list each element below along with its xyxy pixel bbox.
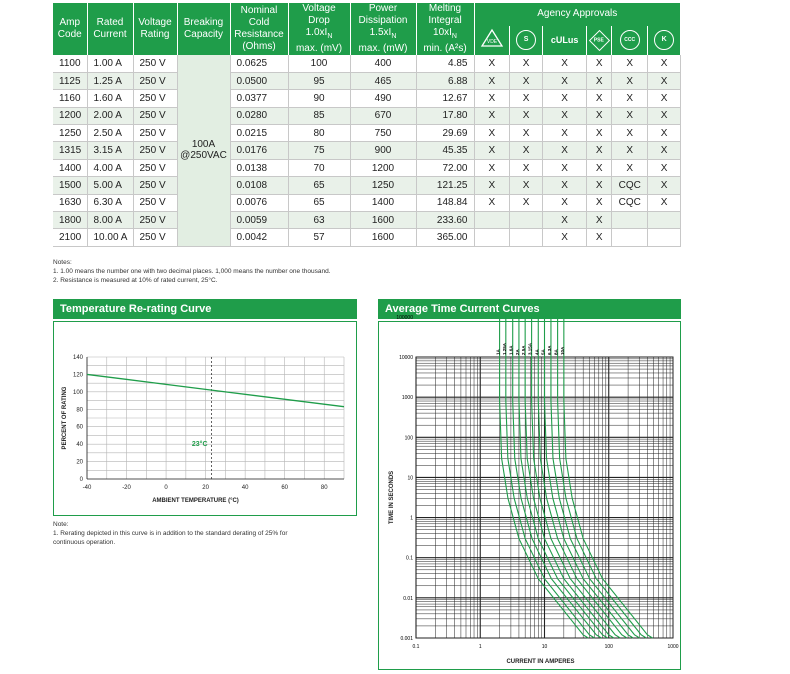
approval-cell: X bbox=[587, 90, 612, 107]
melting-integral-cell: 233.60 bbox=[416, 212, 474, 229]
approval-cell: X bbox=[587, 159, 612, 176]
y-tick-label: 100 bbox=[72, 389, 83, 396]
approval-cell bbox=[648, 212, 681, 229]
voltage-rating-cell: 250 V bbox=[133, 159, 177, 176]
rated-current-cell: 1.60 A bbox=[87, 90, 133, 107]
approval-cell: X bbox=[612, 107, 648, 124]
approval-cell: X bbox=[474, 194, 510, 211]
approval-cell: X bbox=[648, 159, 681, 176]
voltage-rating-cell: 250 V bbox=[133, 212, 177, 229]
voltage-rating-cell: 250 V bbox=[133, 194, 177, 211]
approval-cell: X bbox=[542, 177, 586, 194]
resistance-cell: 0.0176 bbox=[230, 142, 288, 159]
table-row bbox=[53, 72, 681, 89]
vde-icon bbox=[481, 28, 503, 48]
col-header-power: Power Dissipation $1.5xI_N$ max. (mW) bbox=[350, 3, 416, 55]
annotation-23c: 23°C bbox=[191, 441, 208, 449]
tcc-chart bbox=[379, 314, 680, 669]
semko-header bbox=[510, 26, 543, 55]
amp-code-cell: 2100 bbox=[53, 229, 87, 246]
note-line-1: 1. 1.00 means the number one with two decimal places. 1,000 means the number one thousand. bbox=[53, 268, 331, 275]
curve-label: 2.5A bbox=[521, 345, 527, 355]
approval-cell: X bbox=[510, 107, 543, 124]
approval-cell: CQC bbox=[612, 177, 648, 194]
resistance-cell: 0.0625 bbox=[230, 55, 288, 72]
power-multiplier: $1.5xI_N$ bbox=[369, 27, 397, 40]
approval-cell: X bbox=[542, 194, 586, 211]
curve-label: 8A bbox=[553, 349, 559, 355]
notes-heading: Notes: bbox=[53, 259, 72, 266]
x-tick-label: 10 bbox=[541, 644, 548, 650]
table-row bbox=[53, 229, 681, 246]
rated-current-cell: 8.00 A bbox=[87, 212, 133, 229]
amp-code-cell: 1125 bbox=[53, 72, 87, 89]
approval-cell: X bbox=[648, 55, 681, 72]
power-cell: 900 bbox=[350, 142, 416, 159]
approval-cell: X bbox=[648, 125, 681, 142]
kc-icon: K bbox=[654, 30, 674, 50]
approval-cell: X bbox=[542, 212, 586, 229]
amp-code-cell: 1160 bbox=[53, 90, 87, 107]
voltage-rating-cell: 250 V bbox=[133, 142, 177, 159]
voltage-drop-cell: 75 bbox=[288, 142, 350, 159]
amp-code-cell: 1800 bbox=[53, 212, 87, 229]
voltage-drop-cell: 65 bbox=[288, 194, 350, 211]
table-row bbox=[53, 90, 681, 107]
col-header-voltage-rating: Voltage Rating bbox=[133, 3, 177, 55]
approval-cell: X bbox=[648, 72, 681, 89]
voltage-drop-cell: 63 bbox=[288, 212, 350, 229]
rerating-chart bbox=[54, 322, 356, 515]
approval-cell: X bbox=[510, 159, 543, 176]
rerating-note-line-2: continuous operation. bbox=[53, 539, 116, 546]
y-tick-label: 120 bbox=[72, 372, 83, 379]
approval-cell: X bbox=[510, 72, 543, 89]
approval-cell: X bbox=[587, 55, 612, 72]
approval-cell: X bbox=[510, 194, 543, 211]
voltage-rating-cell: 250 V bbox=[133, 90, 177, 107]
rated-current-cell: 2.00 A bbox=[87, 107, 133, 124]
integral-multiplier: $10xI_N$ bbox=[433, 27, 457, 40]
melting-integral-cell: 148.84 bbox=[416, 194, 474, 211]
x-tick-label: -40 bbox=[82, 485, 92, 491]
amp-code-cell: 1200 bbox=[53, 107, 87, 124]
x-tick-label: -20 bbox=[122, 485, 131, 491]
voltage-rating-cell: 250 V bbox=[133, 125, 177, 142]
rerating-title: Temperature Re-rating Curve bbox=[53, 299, 357, 319]
col-header-resistance: Nominal Cold Resistance (Ohms) bbox=[230, 3, 288, 55]
table-notes bbox=[53, 258, 331, 285]
approval-cell: X bbox=[587, 72, 612, 89]
approval-cell bbox=[648, 229, 681, 246]
approval-cell bbox=[612, 212, 648, 229]
approval-cell: X bbox=[542, 229, 586, 246]
voltage-drop-cell: 70 bbox=[288, 159, 350, 176]
table-row bbox=[53, 159, 681, 176]
pse-icon: PSE bbox=[589, 30, 610, 51]
col-header-melting-integral: Melting Integral $10xI_N$ min. (A²s) bbox=[416, 3, 474, 55]
x-tick-label: 0.1 bbox=[412, 644, 420, 650]
curve-label: 5A bbox=[540, 349, 546, 355]
approval-cell: X bbox=[612, 159, 648, 176]
melting-integral-cell: 4.85 bbox=[416, 55, 474, 72]
voltage-drop-cell: 95 bbox=[288, 72, 350, 89]
col-header-amp-code: Amp Code bbox=[53, 3, 87, 55]
approval-cell: CQC bbox=[612, 194, 648, 211]
voltage-drop-multiplier: $1.0xI_N$ bbox=[305, 27, 333, 40]
kc-header bbox=[648, 26, 681, 55]
resistance-cell: 0.0215 bbox=[230, 125, 288, 142]
cul-us-icon: cULus bbox=[550, 34, 579, 45]
approval-cell: X bbox=[474, 55, 510, 72]
voltage-rating-cell: 250 V bbox=[133, 229, 177, 246]
melting-integral-cell: 12.67 bbox=[416, 90, 474, 107]
resistance-cell: 0.0059 bbox=[230, 212, 288, 229]
rerating-curve bbox=[87, 374, 344, 406]
amp-code-cell: 1315 bbox=[53, 142, 87, 159]
col-header-breaking-capacity: Breaking Capacity bbox=[177, 3, 230, 55]
y-tick-label: 10 bbox=[407, 475, 413, 482]
approval-cell: X bbox=[474, 107, 510, 124]
power-cell: 750 bbox=[350, 125, 416, 142]
cul-header bbox=[542, 26, 586, 55]
rerating-note bbox=[53, 520, 343, 547]
approval-cell bbox=[474, 212, 510, 229]
approval-cell: X bbox=[542, 107, 586, 124]
approval-cell: X bbox=[510, 90, 543, 107]
y-axis-title: TIME IN SECONDS bbox=[389, 470, 395, 525]
col-header-agency-approvals: Agency Approvals bbox=[474, 3, 681, 26]
curve-label: 3.15A bbox=[527, 342, 533, 355]
approval-cell: X bbox=[542, 142, 586, 159]
resistance-cell: 0.0377 bbox=[230, 90, 288, 107]
y-tick-label: 0 bbox=[79, 477, 83, 483]
rerating-note-line-1: 1. Rerating depicted in this curve is in addition to the standard derating of 25% for bbox=[53, 530, 288, 537]
vde-header bbox=[474, 26, 510, 55]
rerating-note-heading: Note: bbox=[53, 521, 69, 528]
approval-cell: X bbox=[648, 107, 681, 124]
x-tick-label: 1 bbox=[478, 644, 482, 650]
curve-label: 10A bbox=[559, 346, 565, 355]
spec-table bbox=[53, 3, 681, 247]
approval-cell: X bbox=[612, 125, 648, 142]
voltage-drop-cell: 80 bbox=[288, 125, 350, 142]
y-tick-label: 100 bbox=[404, 435, 413, 442]
y-tick-label: 60 bbox=[76, 424, 83, 431]
resistance-cell: 0.0108 bbox=[230, 177, 288, 194]
melting-integral-cell: 365.00 bbox=[416, 229, 474, 246]
resistance-cell: 0.0138 bbox=[230, 159, 288, 176]
ccc-icon: CCC bbox=[620, 30, 640, 50]
approval-cell bbox=[510, 212, 543, 229]
power-cell: 490 bbox=[350, 90, 416, 107]
table-row bbox=[53, 55, 681, 72]
approval-cell: X bbox=[542, 55, 586, 72]
melting-integral-cell: 72.00 bbox=[416, 159, 474, 176]
approval-cell bbox=[474, 229, 510, 246]
power-cell: 400 bbox=[350, 55, 416, 72]
approval-cell: X bbox=[612, 90, 648, 107]
col-header-rated-current: Rated Current bbox=[87, 3, 133, 55]
curve-label: 1A bbox=[495, 349, 501, 355]
curve-label: 1.25A bbox=[501, 342, 507, 355]
rated-current-cell: 6.30 A bbox=[87, 194, 133, 211]
table-row bbox=[53, 125, 681, 142]
approval-cell: X bbox=[587, 212, 612, 229]
approval-cell: X bbox=[474, 177, 510, 194]
power-cell: 465 bbox=[350, 72, 416, 89]
approval-cell: X bbox=[474, 142, 510, 159]
table-row bbox=[53, 142, 681, 159]
approval-cell: X bbox=[587, 229, 612, 246]
y-axis-title: PERCENT OF RATING bbox=[62, 386, 68, 450]
approval-cell bbox=[612, 229, 648, 246]
voltage-rating-cell: 250 V bbox=[133, 177, 177, 194]
x-tick-label: 60 bbox=[281, 485, 289, 491]
resistance-cell: 0.0042 bbox=[230, 229, 288, 246]
y-tick-label: 10000 bbox=[399, 355, 413, 361]
curve-label: 1.6A bbox=[508, 345, 514, 355]
semko-icon: S bbox=[516, 30, 536, 50]
curve-label: 4A bbox=[534, 349, 540, 355]
approval-cell: X bbox=[510, 55, 543, 72]
rated-current-cell: 3.15 A bbox=[87, 142, 133, 159]
tcc-title: Average Time Current Curves bbox=[378, 299, 681, 319]
breaking-capacity-cell bbox=[177, 55, 230, 246]
note-line-2: 2. Resistance is measured at 10% of rated current, 25°C. bbox=[53, 277, 218, 284]
approval-cell: X bbox=[510, 177, 543, 194]
power-cell: 1600 bbox=[350, 212, 416, 229]
approval-cell: X bbox=[612, 55, 648, 72]
x-axis-title: AMBIENT TEMPERATURE (°C) bbox=[152, 498, 239, 504]
voltage-rating-cell: 250 V bbox=[133, 107, 177, 124]
power-cell: 1200 bbox=[350, 159, 416, 176]
power-cell: 670 bbox=[350, 107, 416, 124]
approval-cell: X bbox=[474, 125, 510, 142]
x-tick-label: 0 bbox=[164, 485, 168, 491]
rated-current-cell: 2.50 A bbox=[87, 125, 133, 142]
approval-cell: X bbox=[648, 177, 681, 194]
approval-cell bbox=[510, 229, 543, 246]
y-tick-label: 40 bbox=[76, 442, 83, 449]
approval-cell: X bbox=[474, 72, 510, 89]
y-tick-label: 0.001 bbox=[400, 636, 413, 642]
approval-cell: X bbox=[510, 125, 543, 142]
approval-cell: X bbox=[542, 72, 586, 89]
voltage-drop-cell: 85 bbox=[288, 107, 350, 124]
melting-integral-cell: 121.25 bbox=[416, 177, 474, 194]
table-row bbox=[53, 212, 681, 229]
approval-cell: X bbox=[587, 194, 612, 211]
power-cell: 1250 bbox=[350, 177, 416, 194]
table-body bbox=[53, 55, 681, 246]
rated-current-cell: 4.00 A bbox=[87, 159, 133, 176]
approval-cell: X bbox=[510, 142, 543, 159]
rated-current-cell: 1.25 A bbox=[87, 72, 133, 89]
voltage-drop-cell: 65 bbox=[288, 177, 350, 194]
melting-integral-cell: 17.80 bbox=[416, 107, 474, 124]
melting-integral-cell: 29.69 bbox=[416, 125, 474, 142]
curve-label: 2A bbox=[514, 349, 520, 355]
approval-cell: X bbox=[474, 90, 510, 107]
approval-cell: X bbox=[648, 90, 681, 107]
table-row bbox=[53, 177, 681, 194]
y-tick-label: 1000 bbox=[401, 395, 413, 402]
approval-cell: X bbox=[612, 72, 648, 89]
pse-header bbox=[587, 26, 612, 55]
approval-cell: X bbox=[542, 125, 586, 142]
melting-integral-cell: 6.88 bbox=[416, 72, 474, 89]
y-tick-label: 0.01 bbox=[403, 595, 413, 602]
col-header-voltage-drop: Voltage Drop $1.0xI_N$ max. (mV) bbox=[288, 3, 350, 55]
voltage-drop-cell: 57 bbox=[288, 229, 350, 246]
approval-cell: X bbox=[612, 142, 648, 159]
approval-cell: X bbox=[474, 159, 510, 176]
x-tick-label: 20 bbox=[202, 485, 209, 491]
svg-text:VDE: VDE bbox=[486, 39, 498, 46]
approval-cell: X bbox=[648, 194, 681, 211]
voltage-rating-cell: 250 V bbox=[133, 55, 177, 72]
amp-code-cell: 1250 bbox=[53, 125, 87, 142]
rated-current-cell: 10.00 A bbox=[87, 229, 133, 246]
x-tick-label: 100 bbox=[604, 644, 613, 650]
approval-cell: X bbox=[587, 125, 612, 142]
y-tick-label: 80 bbox=[76, 407, 83, 414]
approval-cell: X bbox=[587, 142, 612, 159]
y-tick-label: 1 bbox=[410, 515, 413, 522]
approval-cell: X bbox=[587, 107, 612, 124]
approval-cell: X bbox=[542, 159, 586, 176]
ccc-header bbox=[612, 26, 648, 55]
rated-current-cell: 5.00 A bbox=[87, 177, 133, 194]
resistance-cell: 0.0076 bbox=[230, 194, 288, 211]
amp-code-cell: 1630 bbox=[53, 194, 87, 211]
amp-code-cell: 1400 bbox=[53, 159, 87, 176]
tcc-panel bbox=[378, 314, 681, 670]
rerating-panel bbox=[53, 321, 357, 516]
x-tick-label: 40 bbox=[241, 485, 249, 491]
melting-integral-cell: 45.35 bbox=[416, 142, 474, 159]
voltage-rating-cell: 250 V bbox=[133, 72, 177, 89]
y-tick-label: 20 bbox=[76, 459, 83, 466]
curve-label: 6.3A bbox=[546, 345, 552, 355]
amp-code-cell: 1500 bbox=[53, 177, 87, 194]
x-axis-title: CURRENT IN AMPERES bbox=[506, 659, 575, 665]
approval-cell: X bbox=[587, 177, 612, 194]
table-row bbox=[53, 107, 681, 124]
y-tick-label: 100000 bbox=[396, 314, 413, 321]
power-cell: 1400 bbox=[350, 194, 416, 211]
breaking-capacity-voltage: @250VAC bbox=[180, 150, 227, 162]
resistance-cell: 0.0280 bbox=[230, 107, 288, 124]
x-tick-label: 1000 bbox=[667, 644, 679, 650]
approval-cell: X bbox=[542, 90, 586, 107]
voltage-drop-cell: 100 bbox=[288, 55, 350, 72]
rated-current-cell: 1.00 A bbox=[87, 55, 133, 72]
approval-cell: X bbox=[648, 142, 681, 159]
power-cell: 1600 bbox=[350, 229, 416, 246]
voltage-drop-cell: 90 bbox=[288, 90, 350, 107]
table-row bbox=[53, 194, 681, 211]
x-tick-label: 80 bbox=[320, 485, 328, 491]
amp-code-cell: 1100 bbox=[53, 55, 87, 72]
y-tick-label: 140 bbox=[72, 355, 83, 361]
y-tick-label: 0.1 bbox=[406, 555, 413, 562]
resistance-cell: 0.0500 bbox=[230, 72, 288, 89]
breaking-capacity-value: 100A bbox=[191, 139, 216, 151]
